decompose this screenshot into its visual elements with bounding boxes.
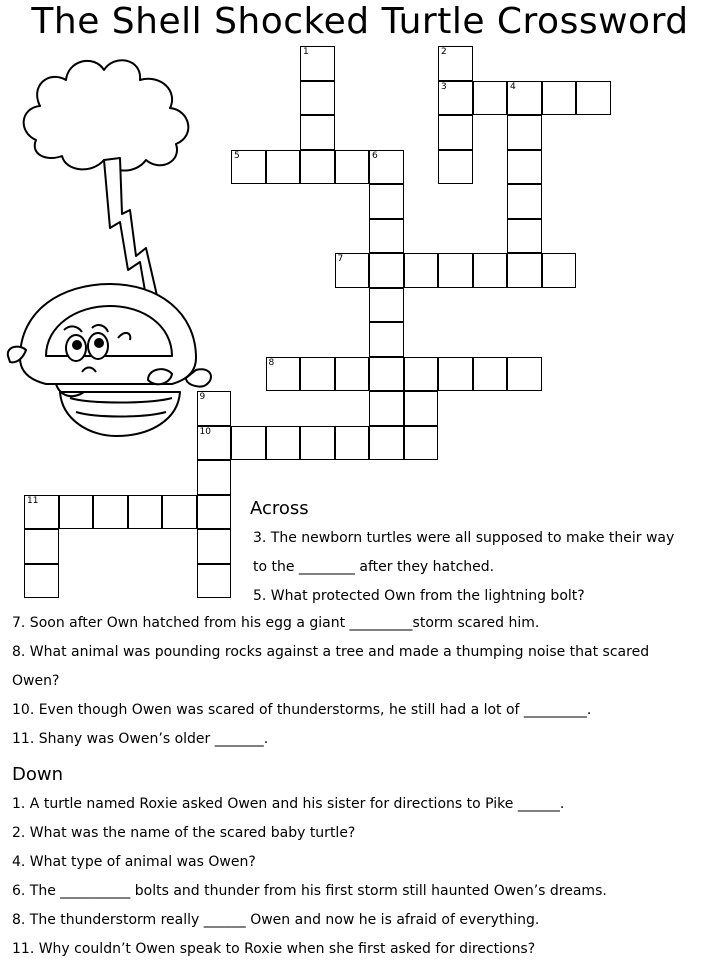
crossword-cell[interactable] bbox=[300, 357, 335, 392]
crossword-cell[interactable] bbox=[404, 391, 439, 426]
crossword-cell[interactable] bbox=[335, 357, 370, 392]
crossword-cell[interactable] bbox=[438, 357, 473, 392]
clue-number: 9 bbox=[199, 392, 206, 402]
crossword-cell[interactable] bbox=[473, 357, 508, 392]
clue-number: 5 bbox=[234, 150, 240, 161]
crossword-cell[interactable] bbox=[300, 46, 335, 81]
page-title: The Shell Shocked Turtle Crossword bbox=[31, 1, 689, 42]
crossword-cell[interactable] bbox=[335, 426, 370, 461]
crossword-cell[interactable] bbox=[507, 150, 542, 185]
crossword-cell[interactable] bbox=[335, 150, 370, 185]
crossword-cell[interactable] bbox=[24, 564, 59, 599]
across-heading: Across bbox=[250, 498, 309, 519]
crossword-cell[interactable] bbox=[404, 357, 439, 392]
crossword-cell[interactable] bbox=[369, 357, 404, 392]
crossword-cell[interactable] bbox=[473, 253, 508, 288]
down-clue-1: 1. A turtle named Roxie asked Owen and his sister for directions to Pike ______. bbox=[12, 796, 565, 812]
clue-number: 8 bbox=[268, 357, 275, 368]
across-clue-7: 7. Soon after Own hatched from his egg a giant _________storm scared him. bbox=[12, 615, 540, 631]
across-clue-3: 3. The newborn turtles were all supposed to make their way bbox=[253, 530, 675, 546]
crossword-cell[interactable] bbox=[369, 288, 404, 323]
crossword-cell[interactable] bbox=[335, 253, 370, 288]
down-clue-4: 4. What type of animal was Owen? bbox=[12, 854, 256, 870]
crossword-cell[interactable] bbox=[24, 495, 59, 530]
across-section-continued bbox=[12, 609, 649, 754]
crossword-cell[interactable] bbox=[266, 426, 301, 461]
crossword-cell[interactable] bbox=[576, 81, 611, 116]
across-clue-10: 10. Even though Owen was scared of thunderstorms, he still had a lot of _________. bbox=[12, 702, 592, 718]
crossword-cell[interactable] bbox=[197, 426, 232, 461]
crossword-cell[interactable] bbox=[197, 529, 232, 564]
down-clue-6: 6. The __________ bolts and thunder from his first storm still haunted Owen’s dreams. bbox=[12, 883, 607, 899]
crossword-cell[interactable] bbox=[369, 322, 404, 357]
clue-number: 3 bbox=[441, 81, 447, 92]
clue-number: 4 bbox=[510, 81, 516, 92]
clue-number: 10 bbox=[199, 426, 211, 437]
down-section bbox=[12, 760, 607, 964]
crossword-cell[interactable] bbox=[266, 357, 301, 392]
across-section bbox=[250, 494, 674, 611]
crossword-cell[interactable] bbox=[300, 115, 335, 150]
clue-number: 2 bbox=[441, 47, 447, 57]
crossword-cell[interactable] bbox=[369, 391, 404, 426]
crossword-cell[interactable] bbox=[404, 426, 439, 461]
down-clue-8: 8. The thunderstorm really ______ Owen and now he is afraid of everything. bbox=[12, 912, 540, 928]
crossword-cell[interactable] bbox=[300, 150, 335, 185]
clue-number: 1 bbox=[303, 47, 309, 57]
crossword-cell[interactable] bbox=[231, 150, 266, 185]
crossword-cell[interactable] bbox=[300, 81, 335, 116]
down-clue-2: 2. What was the name of the scared baby turtle? bbox=[12, 825, 356, 841]
crossword-cell[interactable] bbox=[507, 115, 542, 150]
crossword-cell[interactable] bbox=[507, 81, 542, 116]
crossword-cell[interactable] bbox=[231, 426, 266, 461]
crossword-cell[interactable] bbox=[24, 529, 59, 564]
crossword-cell[interactable] bbox=[507, 184, 542, 219]
down-clue-11: 11. Why couldn’t Owen speak to Roxie when she first asked for directions? bbox=[12, 941, 536, 957]
crossword-cell[interactable] bbox=[507, 253, 542, 288]
crossword-cell[interactable] bbox=[162, 495, 197, 530]
crossword-cell[interactable] bbox=[300, 426, 335, 461]
crossword-cell[interactable] bbox=[438, 253, 473, 288]
clue-number: 7 bbox=[337, 254, 344, 264]
crossword-cell[interactable] bbox=[438, 81, 473, 116]
crossword-cell[interactable] bbox=[266, 150, 301, 185]
crossword-cell[interactable] bbox=[404, 253, 439, 288]
crossword-cell[interactable] bbox=[59, 495, 94, 530]
crossword-cell[interactable] bbox=[369, 150, 404, 185]
crossword-cell[interactable] bbox=[197, 495, 232, 530]
crossword-cell[interactable] bbox=[542, 81, 577, 116]
crossword-cell[interactable] bbox=[197, 460, 232, 495]
crossword-cell[interactable] bbox=[369, 219, 404, 254]
crossword-cell[interactable] bbox=[507, 219, 542, 254]
across-clue-8-continued: Owen? bbox=[12, 673, 60, 689]
crossword-cell[interactable] bbox=[197, 391, 232, 426]
crossword-cell[interactable] bbox=[128, 495, 163, 530]
clue-number: 11 bbox=[27, 495, 39, 506]
clue-number: 6 bbox=[372, 150, 378, 161]
down-heading: Down bbox=[12, 764, 64, 785]
across-clue-3-continued: to the ________ after they hatched. bbox=[253, 559, 495, 575]
crossword-cell[interactable] bbox=[542, 253, 577, 288]
crossword-cell[interactable] bbox=[438, 150, 473, 185]
crossword-cell[interactable] bbox=[369, 184, 404, 219]
crossword-cell[interactable] bbox=[93, 495, 128, 530]
crossword-cell[interactable] bbox=[197, 564, 232, 599]
across-clue-5: 5. What protected Own from the lightning bolt? bbox=[253, 588, 585, 604]
across-clue-11: 11. Shany was Owen’s older _______. bbox=[12, 731, 269, 747]
crossword-cell[interactable] bbox=[438, 46, 473, 81]
crossword-cell[interactable] bbox=[369, 253, 404, 288]
crossword-cell[interactable] bbox=[473, 81, 508, 116]
crossword-cell[interactable] bbox=[438, 115, 473, 150]
crossword-cell[interactable] bbox=[369, 426, 404, 461]
across-clue-8: 8. What animal was pounding rocks against a tree and made a thumping noise that scared bbox=[12, 644, 650, 660]
crossword-cell[interactable] bbox=[507, 357, 542, 392]
